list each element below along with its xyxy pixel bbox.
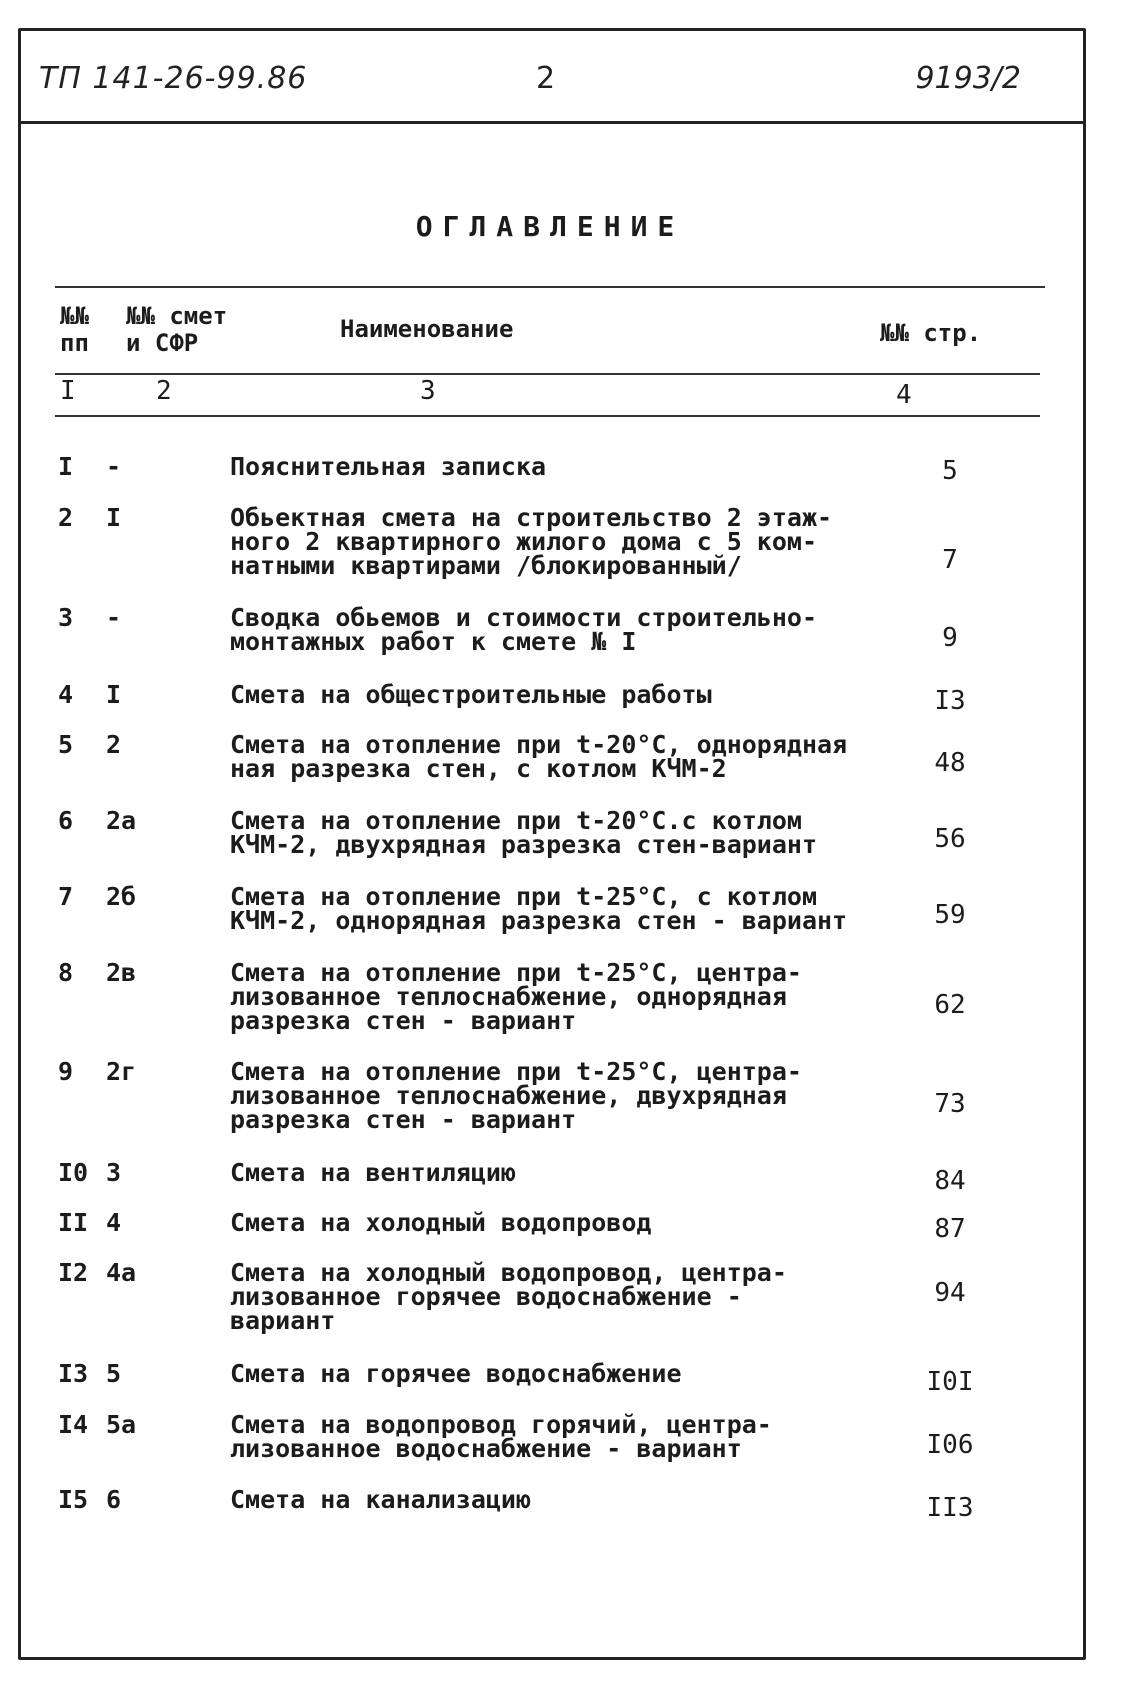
row-page: 87	[934, 1214, 966, 1244]
row-number: I3	[58, 1359, 89, 1388]
column-number-rule	[55, 415, 1040, 417]
row-page: 73	[934, 1089, 966, 1119]
row-title: Обьектная смета на строительство 2 этаж- ного 2 квартирного жилого дома с 5 ком- натными квартирами /блокированный/	[230, 503, 833, 580]
row-title: Смета на отопление при t-25°C, центра- лизованное теплоснабжение, однорядная разрезка стен - вариант	[230, 958, 802, 1035]
column-number-1: I	[60, 376, 76, 406]
row-estimate: 5а	[106, 1410, 137, 1439]
header-no-line2: пп	[60, 329, 89, 357]
row-title: Смета на отопление при t-20°C.с котлом КЧМ-2, двухрядная разрезка стен-вариант	[230, 806, 817, 859]
column-number-3: 3	[420, 376, 436, 406]
row-estimate: 2а	[106, 806, 137, 835]
row-title: Смета на канализацию	[230, 1485, 532, 1514]
header-name: Наименование	[340, 315, 514, 343]
page-title: ОГЛАВЛЕНИЕ	[415, 210, 685, 243]
row-title: Смета на общестроительные работы	[230, 680, 712, 709]
row-number: 8	[58, 958, 74, 987]
row-number: 7	[58, 882, 74, 911]
row-title: Смета на вентиляцию	[230, 1158, 516, 1187]
row-title: Смета на горячее водоснабжение	[230, 1359, 682, 1388]
row-estimate: I	[106, 680, 122, 709]
row-number: 3	[58, 603, 74, 632]
row-page: 48	[934, 748, 966, 778]
sheet-number: 9193/2	[915, 61, 1021, 96]
header-estimate-line1: №№ смет	[126, 302, 228, 330]
row-page: II3	[926, 1493, 974, 1523]
row-page: I0I	[926, 1367, 974, 1397]
row-number: I4	[58, 1410, 89, 1439]
row-page: 62	[934, 990, 966, 1020]
row-page: 7	[942, 545, 958, 575]
page-number: 2	[536, 61, 556, 96]
column-number-4: 4	[896, 380, 912, 410]
document-code: ТП 141-26-99.86	[39, 61, 308, 96]
column-number-2: 2	[156, 376, 172, 406]
row-estimate: 4а	[106, 1258, 137, 1287]
table-top-rule	[55, 286, 1045, 288]
row-title: Сводка обьемов и стоимости строительно- монтажных работ к смете № I	[230, 603, 817, 656]
row-estimate: I	[106, 503, 122, 532]
header-estimate-line2: и СФР	[126, 329, 199, 357]
row-estimate: 6	[106, 1485, 122, 1514]
row-page: I06	[926, 1430, 974, 1460]
row-number: I2	[58, 1258, 89, 1287]
row-page: 59	[934, 900, 966, 930]
row-estimate: 2б	[106, 882, 137, 911]
row-page: 84	[934, 1166, 966, 1196]
row-title: Смета на холодный водопровод, центра- лизованное горячее водоснабжение - вариант	[230, 1258, 787, 1335]
row-page: 5	[942, 456, 958, 486]
row-estimate: 5	[106, 1359, 122, 1388]
row-page: 56	[934, 824, 966, 854]
row-number: I	[58, 452, 74, 481]
row-estimate: -	[106, 452, 122, 481]
header-no	[60, 303, 89, 357]
row-estimate: 2г	[106, 1057, 137, 1086]
row-number: 9	[58, 1057, 74, 1086]
row-number: 2	[58, 503, 74, 532]
row-number: I5	[58, 1485, 89, 1514]
row-estimate: -	[106, 603, 122, 632]
row-estimate: 4	[106, 1208, 122, 1237]
row-number: I0	[58, 1158, 89, 1187]
row-estimate: 3	[106, 1158, 122, 1187]
row-title: Смета на отопление при t-25°C, центра- лизованное теплоснабжение, двухрядная разрезка стен - вариант	[230, 1057, 802, 1134]
header-estimate	[126, 303, 227, 357]
row-title: Пояснительная записка	[230, 452, 547, 481]
header-no-line1: №№	[60, 302, 89, 330]
header-rule	[55, 373, 1040, 375]
row-number: 4	[58, 680, 74, 709]
header-page: №№ стр.	[880, 319, 982, 347]
row-title: Смета на отопление при t-25°C, с котлом КЧМ-2, однорядная разрезка стен - вариант	[230, 882, 848, 935]
row-number: 5	[58, 730, 74, 759]
header-divider	[21, 121, 1083, 124]
row-page: 9	[942, 623, 958, 653]
row-page: 94	[934, 1278, 966, 1308]
row-title: Смета на отопление при t-20°C, однорядная ная разрезка стен, с котлом КЧМ-2	[230, 730, 848, 783]
row-title: Смета на водопровод горячий, центра- лизованное водоснабжение - вариант	[230, 1410, 772, 1463]
row-number: 6	[58, 806, 74, 835]
row-number: II	[58, 1208, 89, 1237]
row-page: I3	[934, 686, 966, 716]
row-estimate: 2	[106, 730, 122, 759]
row-title: Смета на холодный водопровод	[230, 1208, 652, 1237]
row-estimate: 2в	[106, 958, 137, 987]
